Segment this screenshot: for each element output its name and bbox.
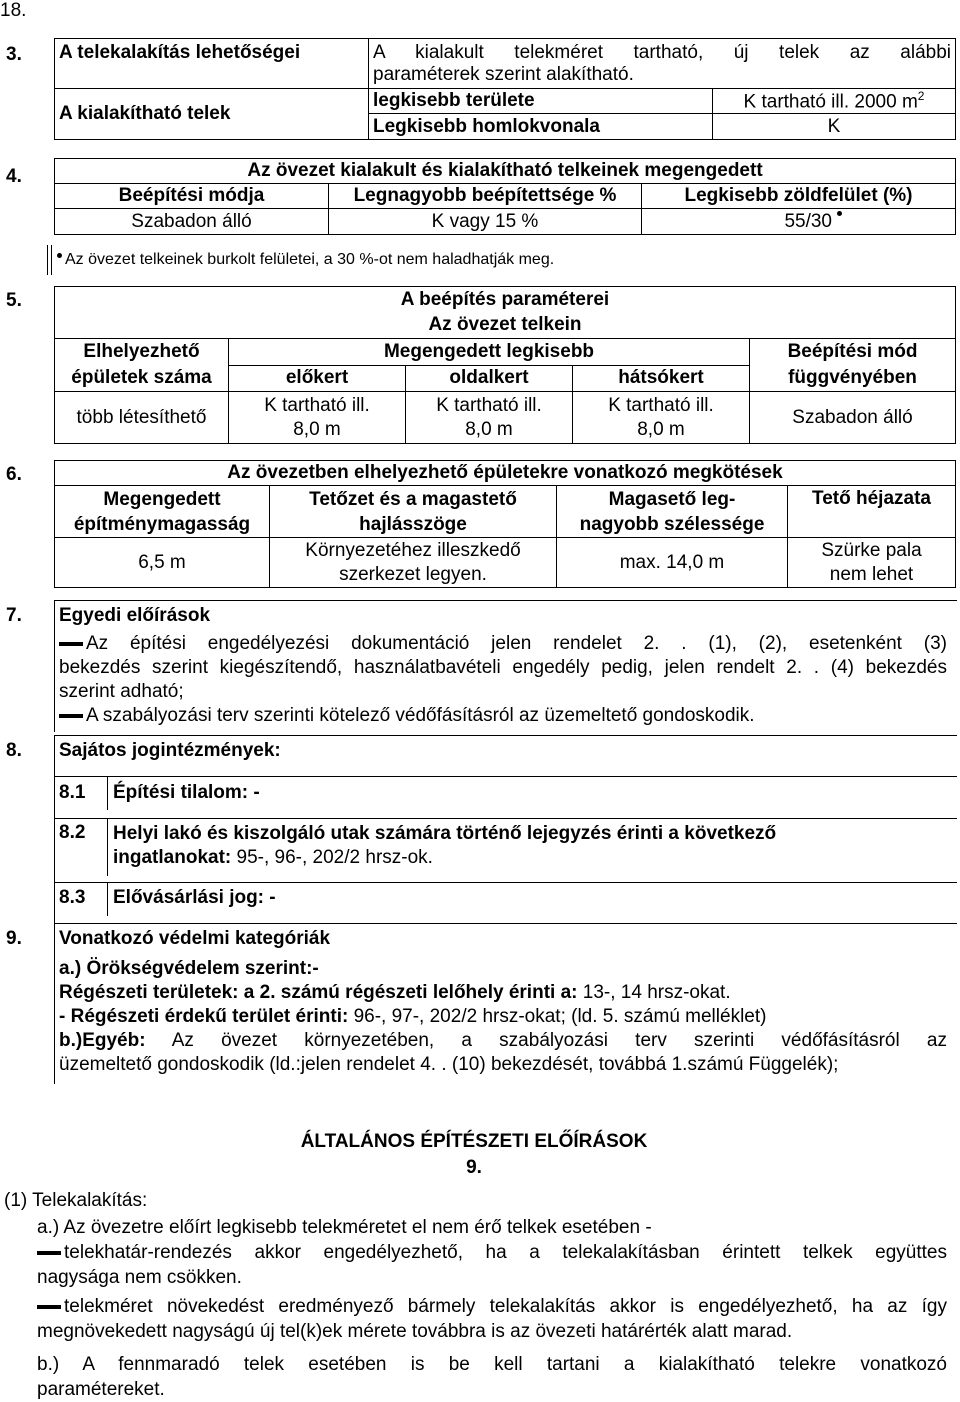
s3-title: A telekalakítás lehetőségei xyxy=(55,39,369,89)
s7-title: Egyedi előírások xyxy=(59,605,211,626)
s4-value-3: 55/30 xyxy=(642,209,956,235)
s5-cell-2: K tartható ill. 8,0 m xyxy=(406,392,573,444)
s5-mid-header: Megengedett legkisebb xyxy=(229,339,750,366)
general-item1-label: (1) Telekalakítás: xyxy=(4,1190,148,1211)
s4-title: Az övezet kialakult és kialakítható telkeinek megengedett xyxy=(55,159,956,184)
s5-row-col1: több létesíthető xyxy=(55,392,229,444)
s4-header-2: Legnagyobb beépítettsége % xyxy=(329,184,642,209)
s3-row1-label: legkisebb területe xyxy=(369,89,713,114)
s8-title: Sajátos jogintézmények: xyxy=(59,740,281,761)
s5-sub-header-2: oldalkert xyxy=(406,365,573,392)
s4-value-2: K vagy 15 % xyxy=(329,209,642,235)
s5-title-2: Az övezet telkein xyxy=(55,313,956,339)
s5-sub-header-3: hátsókert xyxy=(573,365,750,392)
section-6-number: 6. xyxy=(6,464,22,485)
dash-bullet-icon xyxy=(37,1305,61,1309)
s4-note: Az övezet telkeinek burkolt felületei, a 30 %-ot nem haladhatják meg. xyxy=(57,251,554,269)
section-3-table xyxy=(54,38,956,140)
s9-text: a.) Örökségvédelem szerint:- Régészeti területek: a 2. számú régészeti lelőhely érinti a: 13-, 14 hrsz-okat. - Régészeti érdekű terület érinti: 96-, 97-, 202/2 hrsz-okat; (ld. 5. számú melléklet) b.)Egyéb: Az övezet környezetében, a szabályozási terv szerinti védőfásításról az üzemeltető gondoskodik (ld.:jelen rendelet 4. . (10) bekezdését, továbbá 1.számú Függelék); xyxy=(59,958,947,1075)
s4-header-1: Beépítési módja xyxy=(55,184,329,209)
s8-item3-num: 8.3 xyxy=(59,887,86,908)
s3-row1-value: K tartható ill. 2000 $m^2$ xyxy=(713,89,956,114)
s7-text: Az építési engedélyezési dokumentáció jelen rendelet 2. . (1), (2), esetenként (3) bekezdés szerint kiegészítendő, használatbavételi engedély pedig, jelen rendelt 2. . (4) bekezdés szerint adható; A szabályozási terv szerinti kötelező védőfásításról az üzemeltető gondoskodik. xyxy=(59,633,947,726)
s6-value-2: Környezetéhez illeszkedő szerkezet legyen. xyxy=(270,538,557,588)
s5-title-1: A beépítés paraméterei xyxy=(55,287,956,313)
section-4-number: 4. xyxy=(6,166,22,187)
dash-bullet-icon xyxy=(37,1251,61,1255)
s8-item2-divider xyxy=(107,818,108,876)
footnote-bullet-icon xyxy=(837,211,842,216)
s6-header-2: Tetőzet és a magastető hajlásszöge xyxy=(270,486,557,538)
section-6-table xyxy=(54,460,956,588)
general-paragraph-number: 9. xyxy=(466,1157,482,1178)
s8-item1-text: Építési tilalom: - xyxy=(113,782,260,803)
s6-title: Az övezetben elhelyezhető épületekre vonatkozó megkötések xyxy=(55,461,956,486)
s3-row2-value: K xyxy=(713,114,956,140)
s5-sub-header-1: előkert xyxy=(229,365,406,392)
s9-title: Vonatkozó védelmi kategóriák xyxy=(59,928,331,949)
s5-col5-header: Beépítési mód függvényében xyxy=(750,339,956,392)
s4-note-marker xyxy=(47,245,52,275)
s6-value-4: Szürke pala nem lehet xyxy=(788,538,956,588)
page-number: 18. xyxy=(0,0,27,21)
dash-bullet-icon xyxy=(59,642,83,646)
s4-value-1: Szabadon álló xyxy=(55,209,329,235)
s6-value-3: max. 14,0 m xyxy=(557,538,788,588)
s3-row2-label: Legkisebb homlokvonala xyxy=(369,114,713,140)
s3-telek-label: A kialakítható telek xyxy=(55,89,369,140)
section-4-table xyxy=(54,158,956,235)
s4-header-3: Legkisebb zöldfelület (%) xyxy=(642,184,956,209)
s5-col1-header: Elhelyezhető épületek száma xyxy=(55,339,229,392)
general-title: ÁLTALÁNOS ÉPÍTÉSZETI ELŐÍRÁSOK xyxy=(300,1131,648,1152)
s6-value-1: 6,5 m xyxy=(55,538,270,588)
section-5-number: 5. xyxy=(6,290,22,311)
s8-item1-divider xyxy=(107,776,108,810)
footnote-bullet-icon xyxy=(57,253,62,258)
s8-item1-num: 8.1 xyxy=(59,782,86,803)
s5-row-col5: Szabadon álló xyxy=(750,392,956,444)
s5-cell-1: K tartható ill. 8,0 m xyxy=(229,392,406,444)
section-7-number: 7. xyxy=(6,605,22,626)
s6-header-4: Tető héjazata xyxy=(788,486,956,538)
section-5-table xyxy=(54,286,956,444)
dash-bullet-icon xyxy=(59,714,83,718)
s6-header-3: Magasető leg- nagyobb szélessége xyxy=(557,486,788,538)
s3-text: A kialakult telekméret tartható, új telek az alábbi paraméterek szerint alakítható. xyxy=(369,39,956,89)
section-8-number: 8. xyxy=(6,740,22,761)
s8-item2-text: Helyi lakó és kiszolgáló utak számára történő lejegyzés érinti a következő ingatlanokat: 95-, 96-, 202/2 hrsz-ok. xyxy=(113,823,777,868)
general-text: a.) Az övezetre előírt legkisebb telekméretet el nem érő telkek esetében - telekhatár-rendezés akkor engedélyezhető, ha a telekalakításban érintett telkek együttes nagysága nem csökken. telekméret növekedést eredményező bármely telekalakítás akkor is engedélyezhető, ha az így megnövekedett nagyságú új tel(k)ek mérete továbbra is az övezeti határérték alatt marad. b.) A fennmaradó telek esetében is be kell tartani a kialakítható telekre vonatkozó paramétereket. xyxy=(37,1217,947,1400)
s6-header-1: Megengedett építménymagasság xyxy=(55,486,270,538)
section-3-number: 3. xyxy=(6,44,22,65)
s8-item3-text: Elővásárlási jog: - xyxy=(113,887,276,908)
s8-item2-num: 8.2 xyxy=(59,822,86,843)
s5-cell-3: K tartható ill. 8,0 m xyxy=(573,392,750,444)
section-9-number: 9. xyxy=(6,928,22,949)
s8-item3-divider xyxy=(107,882,108,916)
